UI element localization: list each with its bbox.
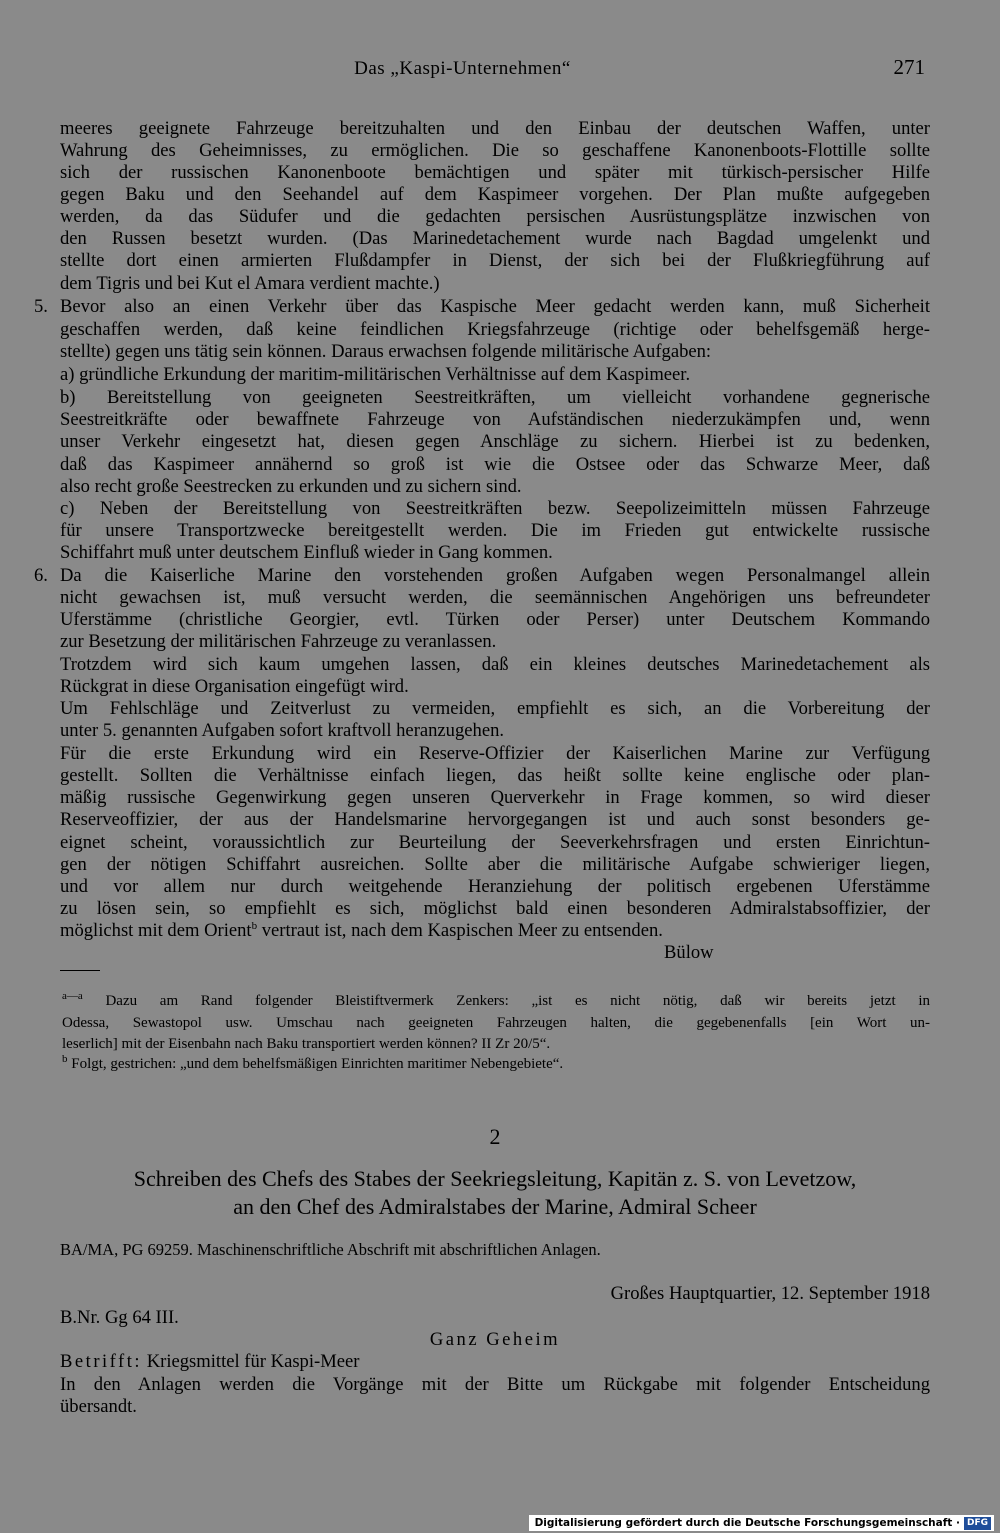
subject-text: Kriegsmittel für Kaspi-Meer — [142, 1351, 360, 1372]
body-line: sich der russischen Kanonenboote bemächtigen und später mit türkisch-persischer Hilfe — [60, 162, 930, 183]
footnote-a — [62, 991, 930, 1011]
body-line: stellte) gegen uns tätig sein können. Daraus erwachsen folgende militärische Aufgaben: — [60, 341, 712, 362]
footnote-text: Dazu am Rand folgender Bleistiftvermerk Zenkers: „ist es nicht nötig, daß wir bereits jetzt in — [105, 993, 930, 1009]
body-line: Uferstämme (christliche Georgier, evtl. Türken oder Perser) unter Deutschem Kommando — [60, 609, 930, 630]
digitization-credit — [529, 1515, 994, 1531]
body-line: Bevor also an einen Verkehr über das Kaspische Meer gedacht werden kann, muß Sicherheit — [60, 296, 930, 317]
archive-source: BA/MA, PG 69259. Maschinenschriftliche Abschrift mit abschriftlichen Anlagen. — [60, 1240, 601, 1259]
document-title: an den Chef des Admiralstabes der Marine, Admiral Scheer — [233, 1194, 757, 1219]
credit-text: Digitalisierung gefördert durch die Deutsche Forschungsgemeinschaft · — [534, 1517, 960, 1529]
body-line: eignet scheint, voraussichtlich zur Beurteilung der Seeverkehrsfragen und ersten Einrichtun- — [60, 832, 930, 853]
footnote-ref-b: b — [251, 919, 258, 932]
body-line: zur Besetzung der militärischen Fahrzeuge zu veranlassen. — [60, 631, 497, 652]
body-line: zu lösen sein, so empfiehlt es sich, möglichst bald einen besonderen Admiralstabsoffizier, der — [60, 898, 930, 919]
footnote-a-line: Odessa, Sewastopol usw. Umschau nach geeigneten Fahrzeugen halten, die gegebenenfalls [ein Wort un- — [62, 1015, 930, 1031]
subject-label: Betrifft: — [60, 1351, 143, 1372]
footnote-marker: b — [62, 1053, 68, 1065]
footnote-a-line: leserlich] mit der Eisenbahn nach Baku transportiert werden können? II Zr 20/5“. — [62, 1036, 551, 1052]
item-number: 5. — [34, 296, 48, 317]
body-line: übersandt. — [60, 1396, 137, 1417]
body-line: unser Verkehr eingesetzt hat, diesen gegen Anschläge zu sichern. Hierbei ist zu bedenken, — [60, 431, 930, 452]
body-line: den Russen besetzt wurden. (Das Marinedetachement wurde nach Bagdad umgelenkt und — [60, 228, 930, 249]
place-date: Großes Hauptquartier, 12. September 1918 — [610, 1283, 930, 1304]
body-line: daß das Kaspimeer annähernd so groß ist wie die Ostsee oder das Schwarze Meer, daß — [60, 454, 930, 475]
body-line: gegen Baku und den Seehandel auf dem Kaspimeer vorgehen. Der Plan mußte aufgegeben — [60, 184, 930, 205]
body-line: und vor allem nur durch weitgehende Heranziehung der politisch ergebenen Uferstämme — [60, 876, 930, 897]
running-header-title: Das „Kaspi-Unternehmen“ — [354, 58, 571, 79]
footnote-marker: a—a — [62, 990, 83, 1002]
body-line: für unsere Transportzwecke bereitgestellt werden. Die im Frieden gut entwickelte russische — [60, 520, 930, 541]
body-line: stellte dort einen armierten Flußdampfer in Dienst, der sich bei der Flußkriegführung auf — [60, 250, 930, 271]
body-line: In den Anlagen werden die Vorgänge mit der Bitte um Rückgabe mit folgender Entscheidung — [60, 1374, 930, 1395]
body-line: also recht große Seestrecken zu erkunden und zu sichern sind. — [60, 476, 522, 497]
body-line: Trotzdem wird sich kaum umgehen lassen, daß ein kleines deutsches Marinedetachement als — [60, 654, 930, 675]
item-number: 6. — [34, 565, 48, 586]
body-line: mäßig russische Gegenwirkung gegen unseren Querverkehr in Frage kommen, so wird dieser — [60, 787, 930, 808]
body-line: dem Tigris und bei Kut el Amara verdient machte.) — [60, 273, 440, 294]
body-line: Rückgrat in diese Organisation eingefügt wird. — [60, 676, 409, 697]
body-line: Seestreitkräfte oder bewaffnete Fahrzeuge von Aufständischen niederzukämpfen und, wenn — [60, 409, 930, 430]
body-line: unter 5. genannten Aufgaben sofort kraftvoll heranzugehen. — [60, 720, 505, 741]
footnote-divider — [60, 970, 100, 971]
subject-line — [60, 1351, 359, 1373]
body-line: a) gründliche Erkundung der maritim-militärischen Verhältnisse auf dem Kaspimeer. — [60, 364, 691, 385]
footnote-b — [62, 1054, 563, 1074]
body-line: gen der nötigen Schiffahrt ausreichen. Sollte aber die militärische Aufgabe schwieriger liegen, — [60, 854, 930, 875]
body-line: geschaffen werden, daß keine feindlichen Kriegsfahrzeuge (richtige oder behelfsgemäß herge- — [60, 319, 930, 340]
body-line: Um Fehlschläge und Zeitverlust zu vermeiden, empfiehlt es sich, an die Vorbereitung der — [60, 698, 930, 719]
dfg-logo: DFG — [964, 1517, 991, 1530]
document-title: Schreiben des Chefs des Stabes der Seekriegsleitung, Kapitän z. S. von Levetzow, — [133, 1166, 857, 1191]
body-line: Schiffahrt muß unter deutschem Einfluß wieder in Gang kommen. — [60, 542, 553, 563]
body-line: nicht gewachsen ist, muß versucht werden, die seemännischen Angehörigen uns befreundeter — [60, 587, 930, 608]
page-number: 271 — [893, 55, 925, 79]
body-line: Reserveoffizier, der aus der Handelsmarine hervorgegangen ist und auch sonst besonders ge- — [60, 809, 930, 830]
body-line: Für die erste Erkundung wird ein Reserve-Offizier der Kaiserlichen Marine zur Verfügung — [60, 743, 930, 764]
signature: Bülow — [664, 942, 714, 963]
body-line: c) Neben der Bereitstellung von Seestreitkräften bezw. Seepolizeimitteln müssen Fahrzeuge — [60, 498, 930, 519]
body-line: werden, da das Südufer und die gedachten persischen Ausrüstungsplätze inzwischen von — [60, 206, 930, 227]
body-line: Wahrung des Geheimnisses, zu ermöglichen. Die so geschaffene Kanonenboots-Flottille sollte — [60, 140, 930, 161]
body-line-last — [60, 920, 663, 942]
document-number: 2 — [489, 1124, 501, 1149]
body-line: meeres geeignete Fahrzeuge bereitzuhalten und den Einbau der deutschen Waffen, unter — [60, 118, 930, 139]
reference-number: B.Nr. Gg 64 III. — [60, 1307, 179, 1328]
body-line: b) Bereitstellung von geeigneten Seestreitkräften, um vielleicht vorhandene gegnerische — [60, 387, 930, 408]
body-text: vertraut ist, nach dem Kaspischen Meer zu entsenden. — [257, 920, 663, 941]
classification: Ganz Geheim — [429, 1329, 561, 1350]
body-text: möglichst mit dem Orient — [60, 920, 252, 941]
footnote-text: Folgt, gestrichen: „und dem behelfsmäßigen Einrichten maritimer Nebengebiete“. — [71, 1056, 564, 1072]
body-line: gestellt. Sollten die Verhältnisse einfach liegen, das heißt sollte keine englische oder plan- — [60, 765, 930, 786]
body-line: Da die Kaiserliche Marine den vorstehenden großen Aufgaben wegen Personalmangel allein — [60, 565, 930, 586]
